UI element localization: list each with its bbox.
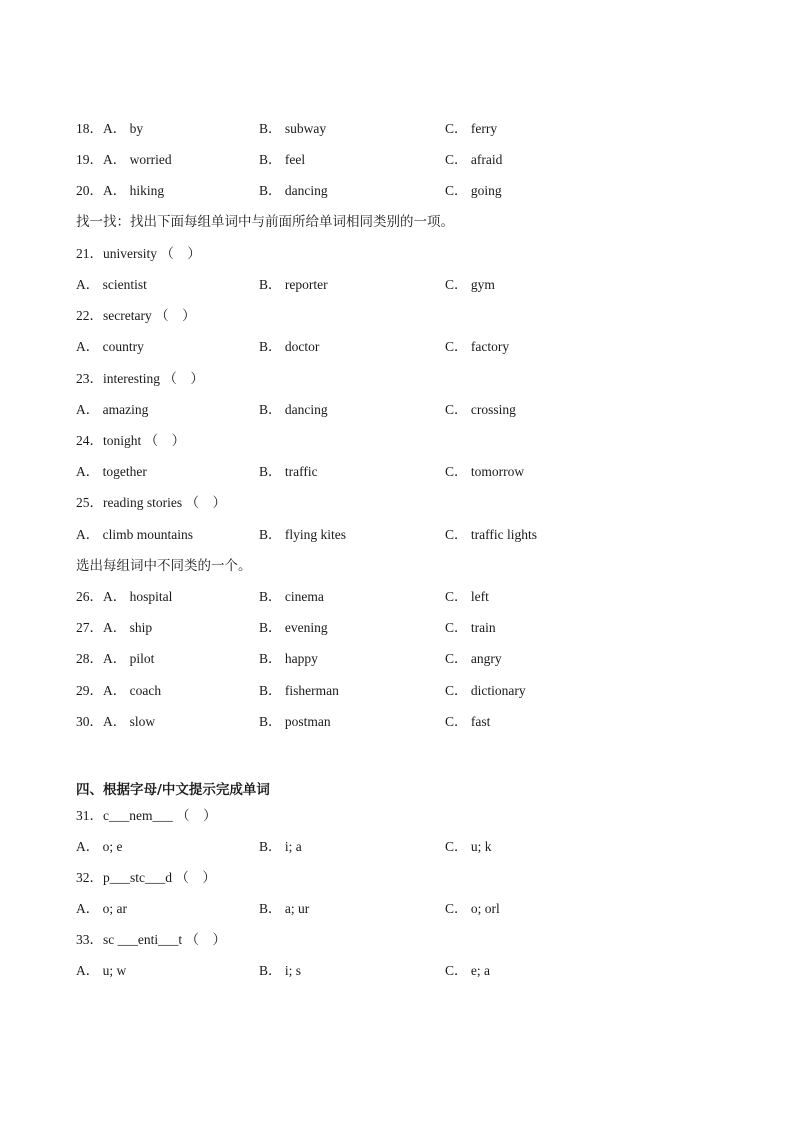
option-c: C． traffic lights [445, 527, 537, 542]
option-b: B． cinema [259, 589, 324, 604]
option-a: 26．A． hospital [76, 589, 173, 604]
option-a: A． amazing [76, 402, 149, 417]
option-b: B． i; s [259, 963, 302, 978]
option-c: C． afraid [445, 152, 503, 167]
option-b: B． feel [259, 152, 306, 167]
option-b: B． happy [259, 651, 318, 666]
option-c: C． train [445, 620, 496, 635]
option-b: B． i; a [259, 839, 302, 854]
option-b: B． reporter [259, 277, 328, 292]
option-a: A． o; ar [76, 901, 127, 916]
option-c: C． tomorrow [445, 464, 525, 479]
option-c: C． e; a [445, 963, 491, 978]
option-c: C． ferry [445, 121, 498, 136]
option-a: A． together [76, 464, 147, 479]
option-c: C． angry [445, 651, 502, 666]
option-b: B． postman [259, 714, 331, 729]
option-b: B． doctor [259, 339, 320, 354]
option-b: B． a; ur [259, 901, 310, 916]
question-stem-23: 23．interesting （ ） [76, 371, 204, 386]
option-a: A． scientist [76, 277, 147, 292]
option-c: C． u; k [445, 839, 492, 854]
option-c: C． gym [445, 277, 495, 292]
question-stem-25: 25．reading stories （ ） [76, 495, 226, 510]
option-c: C． left [445, 589, 489, 604]
option-c: C． factory [445, 339, 510, 354]
option-b: B． evening [259, 620, 328, 635]
option-a: A． country [76, 339, 144, 354]
option-b: B． subway [259, 121, 327, 136]
question-stem-33: 33．sc ___enti___t （ ） [76, 932, 226, 947]
option-b: B． dancing [259, 402, 328, 417]
option-a: 28．A． pilot [76, 651, 155, 666]
question-stem-32: 32．p___stc___d （ ） [76, 870, 216, 885]
option-c: C． crossing [445, 402, 516, 417]
instruction-odd-one-out: 选出每组词中不同类的一个。 [76, 558, 252, 574]
question-stem-24: 24．tonight （ ） [76, 433, 186, 448]
question-stem-22: 22．secretary （ ） [76, 308, 196, 323]
option-b: B． traffic [259, 464, 318, 479]
option-a: 29．A． coach [76, 683, 162, 698]
option-b: B． fisherman [259, 683, 339, 698]
option-a: 18．A． by [76, 121, 144, 136]
section-heading-4: 四、根据字母/中文提示完成单词 [76, 782, 270, 798]
option-c: C． fast [445, 714, 491, 729]
question-stem-31: 31．c___nem___ （ ） [76, 808, 217, 823]
option-b: B． flying kites [259, 527, 347, 542]
option-b: B． dancing [259, 183, 328, 198]
option-a: A． o; e [76, 839, 123, 854]
option-c: C． going [445, 183, 502, 198]
option-c: C． dictionary [445, 683, 526, 698]
option-a: A． climb mountains [76, 527, 193, 542]
option-a: 30．A． slow [76, 714, 156, 729]
instruction-same-category: 找一找：找出下面每组单词中与前面所给单词相同类别的一项。 [76, 214, 454, 230]
option-a: 20．A． hiking [76, 183, 165, 198]
question-stem-21: 21．university （ ） [76, 246, 201, 261]
option-a: A． u; w [76, 963, 127, 978]
option-a: 19．A． worried [76, 152, 172, 167]
option-a: 27．A． ship [76, 620, 153, 635]
option-c: C． o; orl [445, 901, 500, 916]
